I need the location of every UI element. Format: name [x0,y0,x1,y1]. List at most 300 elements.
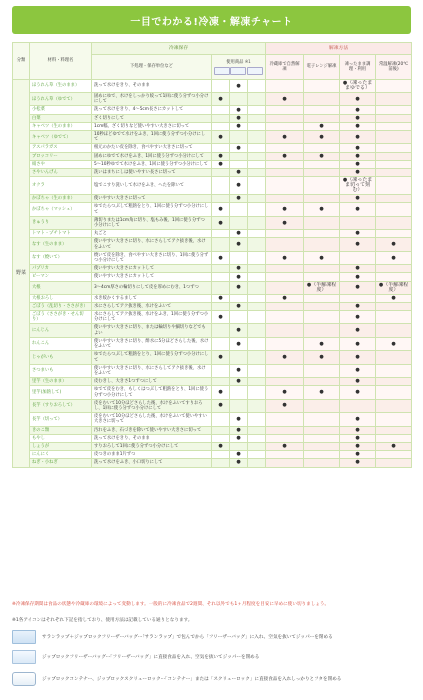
thaw-mark [376,302,412,310]
product-mark [248,302,266,310]
product-mark: ● [212,93,230,106]
thaw-mark: ● [304,337,340,350]
product-mark [248,169,266,177]
thaw-mark [376,230,412,238]
thaw-mark: ● [266,216,304,229]
product-mark: ● [212,152,230,160]
product-mark [248,378,266,386]
header-thaw-room: 常温解凍(20℃前後) [376,55,412,80]
thaw-mark: ●（凍ったままゆでる） [340,80,376,93]
table-row [13,281,412,294]
thaw-mark: ● [304,351,340,364]
thaw-mark [266,324,304,337]
product-mark [212,426,230,434]
thaw-mark [266,413,304,426]
ingredient-name: アスパラガス [30,144,92,152]
product-mark: ● [230,413,248,426]
thaw-mark [376,434,412,442]
product-mark: ● [212,131,230,144]
product-mark [230,203,248,216]
product-mark [230,351,248,364]
product-mark [248,451,266,459]
ingredient-name: 白菜 [30,114,92,122]
legend-item [12,650,411,664]
product-mark: ● [230,114,248,122]
product-mark [212,114,230,122]
thaw-mark [304,451,340,459]
table-row [13,114,412,122]
legend-text: ジップロックフリーザーバッグ···「フリーザーバッグ」に直接食品を入れ、空気を抜いてジッパーを閉める [42,655,260,660]
product-mark [212,80,230,93]
prep-description: 皮をむいて10分ほどさらした後、水けをふいてすりおろし、1回に使う分ずつ小分けにして [92,399,212,412]
thaw-mark [266,80,304,93]
ingredient-name: なす（焼いて） [30,251,92,264]
product-mark [248,93,266,106]
prep-description: 水にさらしてアク抜き後、水けをふいて [92,302,212,310]
thaw-mark [266,195,304,203]
thaw-mark [266,122,304,130]
thaw-mark: ● [376,238,412,251]
chart-sheet [12,42,411,468]
thaw-mark [376,399,412,412]
header-thaw-fridge: 冷蔵庫で自然解凍 [266,55,304,80]
thaw-mark: ● [266,351,304,364]
thaw-mark [304,413,340,426]
product-mark [248,281,266,294]
product-mark: ● [230,459,248,467]
thaw-mark: ● [376,294,412,302]
product-mark: ● [230,106,248,114]
thaw-mark [304,442,340,450]
product-mark [212,451,230,459]
prep-description: 固めにゆでて水けをふき、1回に使う分ずつ小分けにして [92,152,212,160]
thaw-mark [376,426,412,434]
header-name: 材料・料理名 [30,43,92,80]
ingredient-name: ブロッコリー [30,152,92,160]
thaw-mark: ● [340,122,376,130]
thaw-mark: ● [266,251,304,264]
ingredient-name: ごぼう（乱切り・ささがき） [30,302,92,310]
ingredient-name: きのこ類 [30,426,92,434]
ingredient-name: パプリカ [30,265,92,273]
thaw-mark [266,265,304,273]
table-body [13,80,412,468]
ingredient-name: にんにく [30,451,92,459]
prep-description: 水にさらしてアク抜き後、水けをふき、1回に使う分ずつ小分けにして [92,311,212,324]
ingredient-name: れんこん [30,337,92,350]
product-mark [248,80,266,93]
thaw-mark [376,386,412,399]
thaw-mark [304,294,340,302]
thaw-mark [304,216,340,229]
thaw-mark: ● [340,434,376,442]
thaw-mark: ● [340,195,376,203]
ziploc-container-icon [247,67,263,75]
product-mark: ● [212,351,230,364]
product-mark [248,122,266,130]
thaw-mark: ● [340,265,376,273]
product-mark [212,106,230,114]
product-mark [248,364,266,377]
product-mark [212,324,230,337]
product-mark [248,216,266,229]
thaw-mark [266,114,304,122]
product-mark [212,337,230,350]
thaw-mark: ● [266,442,304,450]
saran-wrap-bag-icon [12,630,36,644]
thaw-mark: ● [266,203,304,216]
ingredient-name: 小松菜 [30,106,92,114]
header-thaw-microwave: 電子レンジ解凍 [304,55,340,80]
prep-description: 皮をむいて10分ほどさらした後、水けをふいて使いやすい大きさに切って [92,413,212,426]
thaw-mark: ● [340,351,376,364]
thaw-mark [266,160,304,168]
product-mark: ● [230,378,248,386]
product-mark [248,106,266,114]
table-row [13,434,412,442]
thaw-mark: ● [340,459,376,467]
product-mark: ● [230,273,248,281]
prep-description: 塩でこすり洗いして水けをふき、へたを除いて [92,177,212,195]
thaw-mark [376,160,412,168]
thaw-mark [304,195,340,203]
thaw-mark [266,434,304,442]
thaw-mark: ● [340,238,376,251]
ingredient-name: さやいんげん [30,169,92,177]
thaw-mark: ● [340,364,376,377]
thaw-mark [266,451,304,459]
thaw-mark [376,177,412,195]
product-mark [230,399,248,412]
freeze-thaw-table [12,42,412,468]
ingredient-name: きゅうり [30,216,92,229]
product-mark: ● [212,216,230,229]
thaw-mark: ● [340,144,376,152]
thaw-mark [304,302,340,310]
product-mark [248,203,266,216]
thaw-mark [266,364,304,377]
prep-description: 洗って水けをきり、4〜5cm長さにカットして [92,106,212,114]
ingredient-name: ごぼう（ささがき・せん切り） [30,311,92,324]
thaw-mark [266,378,304,386]
thaw-mark [304,93,340,106]
thaw-mark [304,238,340,251]
ingredient-name: キャベツ（生のまま） [30,122,92,130]
prep-description: 5〜10秒ゆでて水けをふき、1回に使う分ずつ小分けにして [92,160,212,168]
thaw-mark [376,114,412,122]
product-mark: ● [230,451,248,459]
header-products-note: ※1 [244,59,251,65]
ziploc-freezer-bag-icon [230,67,246,75]
product-mark [248,144,266,152]
thaw-mark [376,80,412,93]
ingredient-name: さつまいも [30,364,92,377]
thaw-mark [304,273,340,281]
table-row [13,273,412,281]
table-row [13,203,412,216]
table-row [13,131,412,144]
product-mark [248,131,266,144]
table-row [13,195,412,203]
thaw-mark [376,131,412,144]
page-title: 一目でわかる!冷凍・解凍チャート [130,16,293,28]
thaw-mark: ●（半解凍程度） [376,281,412,294]
thaw-mark [376,459,412,467]
prep-description: 洗いはまちにしは使いやすい長さに切って [92,169,212,177]
thaw-mark: ● [376,337,412,350]
product-mark: ● [212,311,230,324]
product-mark [212,144,230,152]
product-mark: ● [212,203,230,216]
prep-description: 使いやすい大きさにカットして [92,265,212,273]
thaw-mark [266,459,304,467]
ziploc-freezer-bag-icon [12,650,36,664]
thaw-mark: ● [376,442,412,450]
thaw-mark [376,216,412,229]
legend-text: サランラップ＋ジップロックフリーザーバッグ···「サランラップ」で包んでから「フリーザーバッグ」に入れ、空気を抜いてジッパーを閉める [42,635,333,640]
prep-description: 使いやすい大きさに切り、酢水に5分ほどさらした後、水けをふいて [92,337,212,350]
product-mark: ● [230,265,248,273]
product-mark [248,238,266,251]
prep-description: 1cm幅、ざく切りなど使いやすい大きさに切って [92,122,212,130]
product-mark [212,273,230,281]
prep-description: 3〜4cm厚さの輪切りにして皮を厚めにむき、1つずつ [92,281,212,294]
header-thaw-group: 解凍方法 [266,43,412,55]
thaw-mark [304,169,340,177]
product-mark: ● [212,160,230,168]
thaw-mark: ● [304,251,340,264]
prep-description: 固めにゆで、水けをしっかり絞って1回に使う分ずつ小分けにして [92,93,212,106]
ingredient-name: ほうれん草（生のまま） [30,80,92,93]
table-row [13,265,412,273]
thaw-mark: ● [340,106,376,114]
legend-item [12,672,411,686]
product-mark [230,442,248,450]
thaw-mark: ● [340,302,376,310]
product-mark: ● [212,294,230,302]
thaw-mark [266,311,304,324]
table-row [13,144,412,152]
product-mark [248,442,266,450]
ingredient-name: キャベツ（ゆでて） [30,131,92,144]
table-row [13,251,412,264]
legend-text: ジップロックコンテナー、ジップロックスクリューロック···「コンテナー」または「スクリューロック」に直接食品を入れしっかりとフタを閉める [42,677,342,682]
prep-description: 皮むきし、大きさ1つずつにして [92,378,212,386]
product-mark [248,386,266,399]
table-row [13,386,412,399]
thaw-mark: ● [266,399,304,412]
thaw-mark [376,351,412,364]
table-row [13,160,412,168]
thaw-mark: ● [340,131,376,144]
thaw-mark: ● [340,311,376,324]
product-mark [212,230,230,238]
product-mark: ● [230,230,248,238]
prep-description: 使いやすい大きさに切り、または輪切りや細切りなどでもよい [92,324,212,337]
product-mark [230,386,248,399]
table-row [13,426,412,434]
table-row [13,216,412,229]
title-bar [12,6,411,34]
table-row [13,294,412,302]
thaw-mark [266,106,304,114]
thaw-mark [340,294,376,302]
ingredient-name: 大根おろし [30,294,92,302]
product-mark [212,378,230,386]
thaw-mark [376,152,412,160]
header-category: 分類 [13,43,30,80]
ingredient-name: 大根 [30,281,92,294]
thaw-mark [304,80,340,93]
prep-description: 10秒ほどゆでて水けをふき、1回に使う分ずつ小分けにして [92,131,212,144]
table-row [13,302,412,310]
thaw-mark: ● [266,294,304,302]
prep-description: ざく切りにして [92,114,212,122]
thaw-mark: ● [340,169,376,177]
header-freeze-group: 冷凍保存 [92,43,266,55]
thaw-mark [340,216,376,229]
product-mark [230,294,248,302]
thaw-mark [376,451,412,459]
product-mark [248,195,266,203]
thaw-mark [376,169,412,177]
table-row [13,364,412,377]
thaw-mark [304,177,340,195]
product-mark [212,459,230,467]
thaw-mark [266,281,304,294]
product-mark [230,131,248,144]
product-mark [248,114,266,122]
product-mark: ● [230,144,248,152]
product-mark [212,169,230,177]
ingredient-name: オクラ [30,177,92,195]
table-row [13,459,412,467]
ingredient-name: にんじん [30,324,92,337]
thaw-mark [376,144,412,152]
prep-description: すりおろして1回に使う分ずつ小分けにして [92,442,212,450]
header-prep: 下処理・保存単位など [92,55,212,80]
table-row [13,106,412,114]
thaw-mark [376,364,412,377]
thaw-mark: ● [340,160,376,168]
table-row [13,399,412,412]
thaw-mark [376,195,412,203]
product-mark: ● [230,426,248,434]
prep-description: 皮つきのまま1片ずつ [92,451,212,459]
thaw-mark [376,324,412,337]
table-row [13,230,412,238]
product-mark [212,122,230,130]
ingredient-name: かぼちゃ（マッシュ） [30,203,92,216]
product-mark [212,265,230,273]
product-mark: ● [230,177,248,195]
prep-description: 使いやすい大きさに切り、水にさらしてアク抜き後、水けをふいて [92,364,212,377]
thaw-mark: ●（半解凍程度） [304,281,340,294]
category-cell: 野菜 [13,80,30,468]
product-mark: ● [230,80,248,93]
product-mark: ● [212,251,230,264]
thaw-mark: ● [340,324,376,337]
thaw-mark [304,311,340,324]
thaw-mark [376,273,412,281]
thaw-mark [304,434,340,442]
thaw-mark [266,169,304,177]
product-mark [248,434,266,442]
thaw-mark: ● [340,273,376,281]
product-mark [248,324,266,337]
header-thaw-frozen: 凍ったまま調理・利用 [340,55,376,80]
thaw-mark [376,106,412,114]
ingredient-name: かぼちゃ（生のまま） [30,195,92,203]
ingredient-name: じゃがいも [30,351,92,364]
thaw-mark [304,459,340,467]
header-products-label: 使用商品 [226,60,244,66]
thaw-mark [266,426,304,434]
product-mark [248,399,266,412]
thaw-mark: ● [304,203,340,216]
table-row [13,311,412,324]
thaw-mark: ●（凍ったまま切って刻む） [340,177,376,195]
prep-description: ゆでて皮をむき、もしくはつぶして粗熱をとり、1回に使う分ずつ小分けにして [92,386,212,399]
product-mark [212,413,230,426]
thaw-mark [266,230,304,238]
thaw-mark: ● [266,131,304,144]
product-mark [248,160,266,168]
table-row [13,177,412,195]
product-mark [248,459,266,467]
thaw-mark: ● [340,442,376,450]
product-mark [212,364,230,377]
product-mark [212,281,230,294]
table-row [13,442,412,450]
product-mark [230,160,248,168]
thaw-mark: ● [340,230,376,238]
product-mark: ● [230,195,248,203]
table-row [13,337,412,350]
product-mark: ● [212,399,230,412]
product-mark [212,302,230,310]
product-mark: ● [230,122,248,130]
thaw-mark [304,399,340,412]
thaw-mark [266,144,304,152]
thaw-mark [340,251,376,264]
thaw-mark [376,413,412,426]
thaw-mark [266,238,304,251]
table-row [13,324,412,337]
ingredient-name: ピーマン [30,273,92,281]
thaw-mark: ● [266,152,304,160]
table-row [13,378,412,386]
thaw-mark: ● [266,386,304,399]
product-mark [212,177,230,195]
thaw-mark [266,273,304,281]
thaw-mark [376,265,412,273]
thaw-mark: ● [340,378,376,386]
thaw-mark [376,122,412,130]
icon-note: ※1各アイコンはそれぞれ下記を指しており、使用方法は記載している通りとなります。 [12,618,193,623]
table-row [13,238,412,251]
thaw-mark [376,311,412,324]
ingredient-name: しょうが [30,442,92,450]
ingredient-name: 里芋(加熱して) [30,386,92,399]
thaw-mark: ● [376,251,412,264]
thaw-mark: ● [340,114,376,122]
prep-description: 洗って水けをきり、そのまま [92,434,212,442]
thaw-mark [304,160,340,168]
ingredient-name: 長芋（すりおろして） [30,399,92,412]
product-mark [230,93,248,106]
product-mark: ● [212,386,230,399]
